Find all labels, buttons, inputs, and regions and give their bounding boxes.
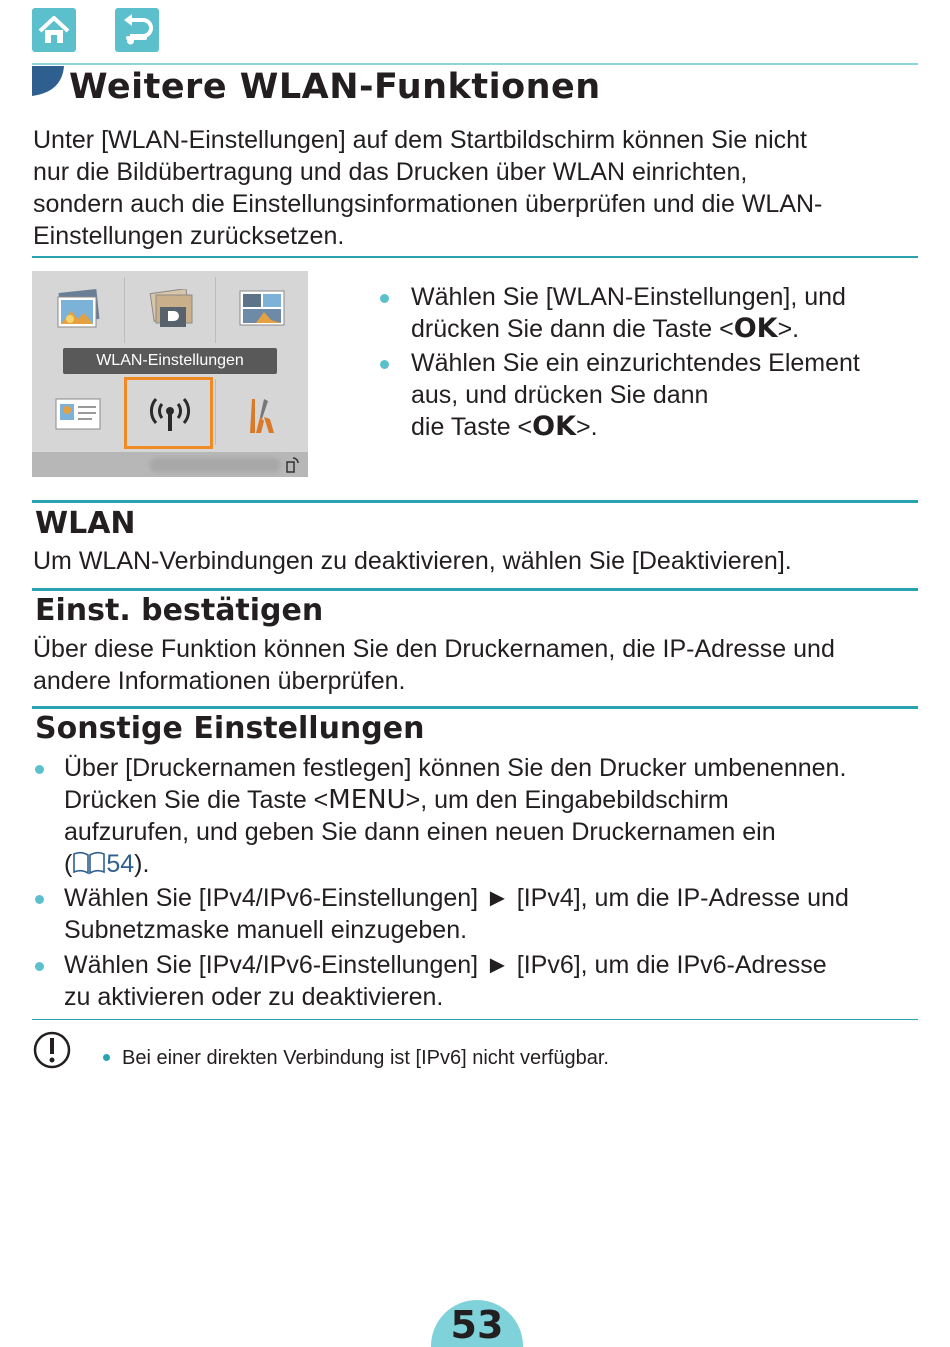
page-number: 53 xyxy=(450,1303,504,1347)
divider xyxy=(124,277,125,343)
caution-icon xyxy=(32,1030,72,1070)
home-icon xyxy=(32,8,76,52)
home-button[interactable] xyxy=(32,8,76,52)
intro-line: Einstellungen zurücksetzen. xyxy=(33,222,345,250)
section-body-wlan: Um WLAN-Verbindungen zu deaktivieren, wählen Sie [Deaktivieren]. xyxy=(33,547,792,575)
ok-button-label: OK xyxy=(532,411,577,442)
section-rule xyxy=(32,588,918,591)
bullet-line: Subnetzmaske manuell einzugeben. xyxy=(64,916,468,944)
tools-icon xyxy=(242,395,282,437)
body-line: Über diese Funktion können Sie den Druckernamen, die IP-Adresse und xyxy=(33,635,835,663)
page-title: Weitere WLAN-Funktionen xyxy=(69,67,601,107)
section-body-confirm xyxy=(33,633,835,697)
wireless-status-icon xyxy=(284,456,300,474)
bullet-line: Wählen Sie [IPv4/IPv6-Einstellungen] ► [IPv4], um die IP-Adresse und xyxy=(64,884,849,912)
menu-button-label: MENU xyxy=(328,785,406,815)
bullet-line: Wählen Sie [IPv4/IPv6-Einstellungen] ► [IPv6], um die IPv6-Adresse xyxy=(64,951,827,979)
section-rule xyxy=(32,256,918,258)
bullet-line: Über [Druckernamen festlegen] können Sie den Drucker umbenennen. xyxy=(64,754,847,782)
photo-stack-icon xyxy=(146,289,196,331)
bullet-dot xyxy=(380,294,389,303)
bullet-text: ( xyxy=(64,850,73,878)
photo-icon xyxy=(56,289,100,329)
book-icon xyxy=(72,851,106,875)
note-rule xyxy=(32,1019,918,1020)
bullet-dot xyxy=(35,895,44,904)
step-line: aus, und drücken Sie dann xyxy=(411,381,709,409)
bullet-line xyxy=(64,848,846,880)
divider xyxy=(215,277,216,343)
divider xyxy=(215,379,216,445)
menu-label: WLAN-Einstellungen xyxy=(63,348,277,374)
bullet-text: Drücken Sie die Taste < xyxy=(64,786,329,814)
step-line xyxy=(411,313,846,345)
back-icon xyxy=(115,8,159,52)
step-2 xyxy=(411,347,860,443)
bullet-dot xyxy=(35,765,44,774)
printer-name-blurred xyxy=(150,458,280,472)
status-bar xyxy=(32,452,308,477)
printer-screen xyxy=(32,271,308,477)
intro-line: Unter [WLAN-Einstellungen] auf dem Startbildschirm können Sie nicht xyxy=(33,126,807,154)
intro-line: nur die Bildübertragung und das Drucken über WLAN einrichten, xyxy=(33,158,748,186)
step-text: die Taste < xyxy=(411,413,533,441)
intro-line: sondern auch die Einstellungsinformationen überprüfen und die WLAN- xyxy=(33,190,823,218)
bullet-line xyxy=(64,784,846,816)
layout-icon xyxy=(238,289,286,329)
other-bullet-1 xyxy=(64,752,846,880)
bullet-text: >, um den Eingabebildschirm xyxy=(405,786,729,814)
step-1 xyxy=(411,281,846,345)
other-bullet-3 xyxy=(64,949,827,1013)
note-bullet-dot xyxy=(103,1054,110,1061)
bullet-line: aufzurufen, und geben Sie dann einen neuen Druckernamen ein xyxy=(64,818,776,846)
back-button[interactable] xyxy=(115,8,159,52)
intro-paragraph xyxy=(33,124,822,252)
section-heading-confirm: Einst. bestätigen xyxy=(35,593,324,628)
body-line: andere Informationen überprüfen. xyxy=(33,667,406,695)
bullet-dot xyxy=(380,360,389,369)
step-line: Wählen Sie [WLAN-Einstellungen], und xyxy=(411,283,846,311)
step-text: >. xyxy=(777,315,800,343)
other-bullet-2 xyxy=(64,882,849,946)
page-reference-link[interactable]: 54 xyxy=(106,850,135,878)
step-line: Wählen Sie ein einzurichtendes Element xyxy=(411,349,860,377)
step-text: >. xyxy=(576,413,598,441)
section-rule xyxy=(32,500,918,503)
step-text: drücken Sie dann die Taste < xyxy=(411,315,734,343)
section-heading-other: Sonstige Einstellungen xyxy=(35,711,425,746)
title-tab-icon xyxy=(32,66,64,96)
bullet-text: ). xyxy=(134,850,150,878)
section-heading-wlan: WLAN xyxy=(35,506,136,541)
id-photo-icon xyxy=(54,397,102,431)
section-rule xyxy=(32,706,918,709)
step-line xyxy=(411,411,860,443)
bullet-dot xyxy=(35,962,44,971)
ok-button-label: OK xyxy=(733,313,778,344)
bullet-line: zu aktivieren oder zu deaktivieren. xyxy=(64,983,444,1011)
selected-wlan-item xyxy=(124,377,213,449)
title-rule xyxy=(32,63,918,65)
caution-text: Bei einer direkten Verbindung ist [IPv6] nicht verfügbar. xyxy=(122,1047,609,1069)
